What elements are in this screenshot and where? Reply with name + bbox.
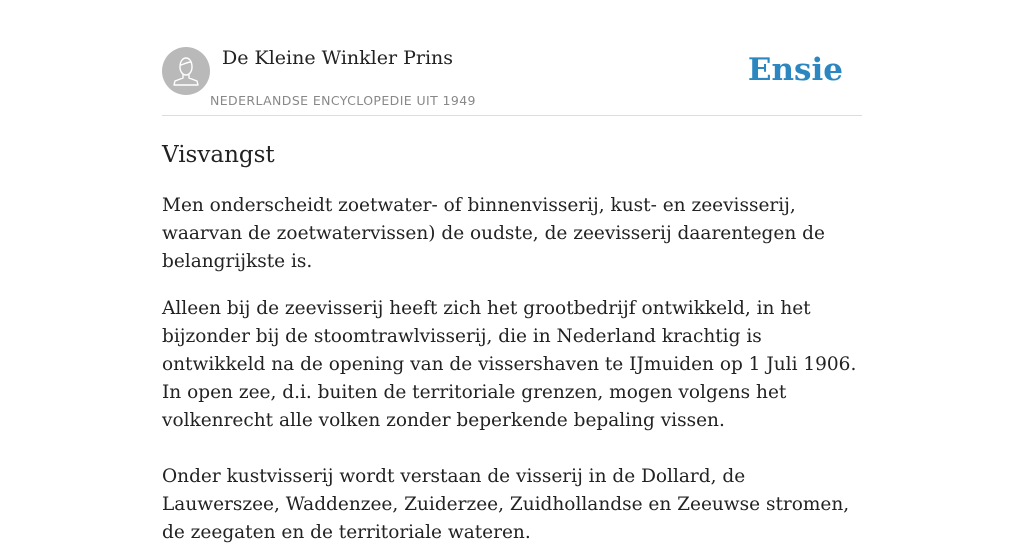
- source-header: [162, 46, 862, 116]
- user-silhouette-icon: [162, 47, 210, 95]
- brand-logo-link[interactable]: Ensie: [747, 52, 843, 88]
- source-title[interactable]: De Kleine Winkler Prins: [222, 47, 454, 69]
- article-paragraph: Alleen bij de zeevisserij heeft zich het grootbedrijf ontwikkeld, in het bijzonder bij de stoomtrawlvisserij, die in Nederland krachtig is ontwikkeld na de opening van de vissershaven te IJmuiden op 1 Juli 1906. In open zee, d.i. buiten de territoriale grenzen, mogen volgens het volkenrecht alle volken zonder beperkende bepaling vissen.: [162, 298, 857, 431]
- source-subtitle: NEDERLANDSE ENCYCLOPEDIE UIT 1949: [210, 93, 476, 108]
- avatar[interactable]: [162, 47, 210, 95]
- article-body: [162, 192, 862, 547]
- article-paragraph: Men onderscheidt zoetwater- of binnenvisserij, kust- en zeevisserij, waarvan de zoetwatervissen) de oudste, de zeevisserij daarentegen de belangrijkste is.: [162, 195, 825, 272]
- article-title: Visvangst: [162, 142, 275, 168]
- article-paragraph: Onder kustvisserij wordt verstaan de visserij in de Dollard, de Lauwerszee, Waddenzee, Zuiderzee, Zuidhollandse en Zeeuwse stromen, de zeegaten en de territoriale wateren.: [162, 466, 850, 543]
